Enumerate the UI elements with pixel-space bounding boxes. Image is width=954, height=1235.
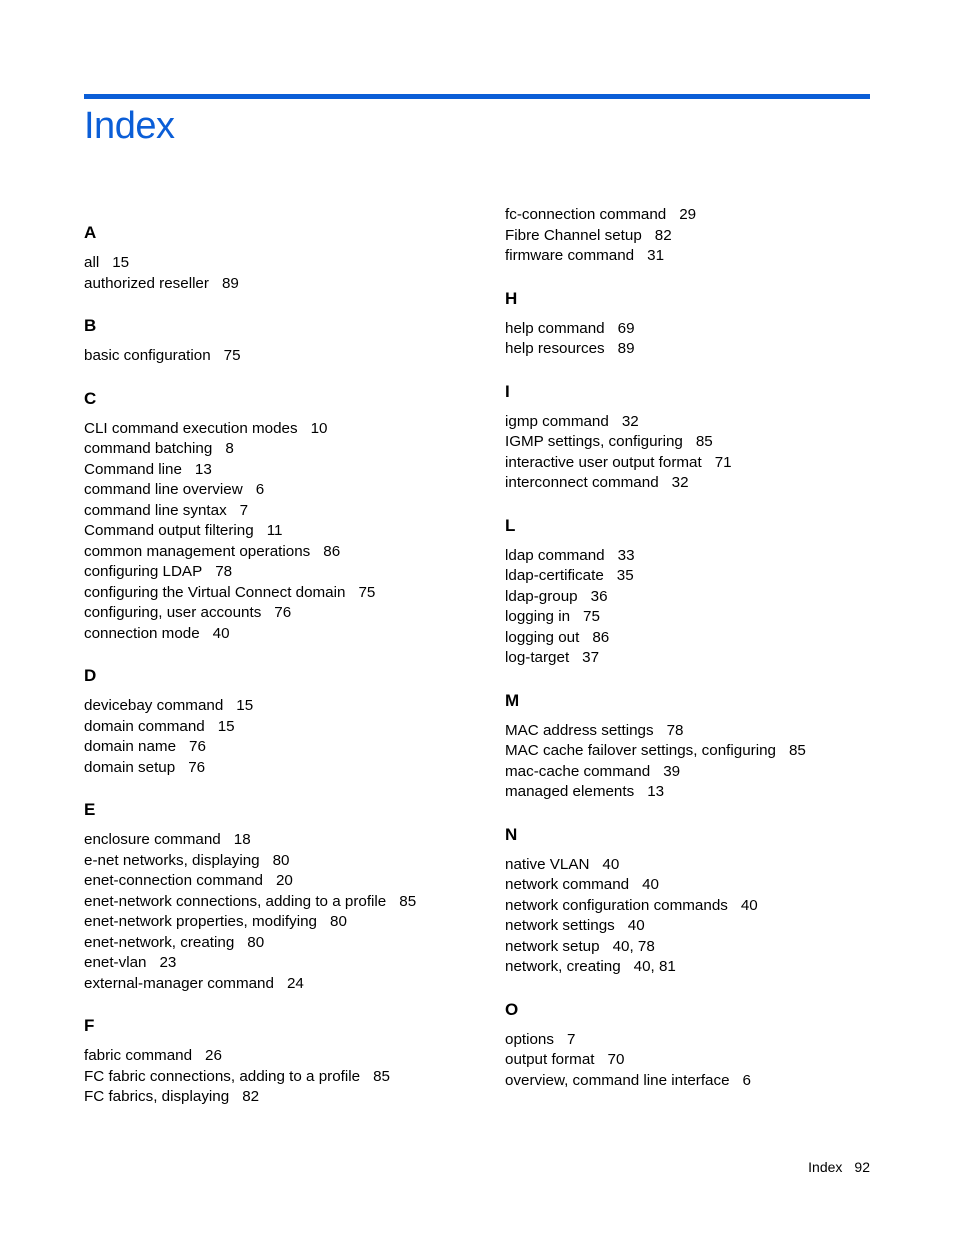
index-term: network settings	[505, 917, 615, 934]
index-entry[interactable]	[84, 439, 464, 460]
index-entry[interactable]	[505, 587, 885, 608]
index-page-ref[interactable]: 85	[695, 433, 713, 450]
index-term: devicebay command	[84, 697, 224, 714]
page-number: 92	[854, 1159, 870, 1175]
section-letter: D	[84, 666, 97, 685]
index-page-ref[interactable]: 13	[194, 460, 212, 478]
index-entry[interactable]	[505, 566, 885, 587]
index-page-ref[interactable]: 13	[647, 783, 665, 800]
index-page-ref[interactable]: 11	[266, 522, 283, 539]
index-page-ref[interactable]: 78	[666, 721, 684, 739]
index-entry[interactable]	[84, 274, 464, 295]
index-page-ref[interactable]: 31	[647, 247, 665, 264]
index-term: network configuration commands	[505, 896, 728, 914]
section-letter: M	[505, 690, 520, 710]
index-page-ref[interactable]: 89	[617, 340, 635, 357]
index-term: configuring the Virtual Connect domain	[84, 583, 346, 601]
index-entry[interactable]	[84, 521, 464, 542]
index-page-ref[interactable]: 76	[188, 758, 206, 776]
index-entry-list	[505, 721, 885, 803]
index-page-ref[interactable]: 71	[714, 453, 732, 471]
index-entry[interactable]	[505, 1030, 885, 1051]
index-section-n	[505, 824, 885, 978]
index-page-ref[interactable]: 6	[742, 1071, 751, 1089]
index-entry-list	[505, 412, 885, 494]
index-entry-list	[505, 1030, 885, 1092]
index-term: log-target	[505, 649, 570, 666]
index-page-ref[interactable]: 15	[236, 697, 254, 714]
section-letter: C	[84, 388, 97, 408]
index-entry[interactable]	[84, 974, 464, 995]
index-page-ref[interactable]: 89	[221, 274, 239, 292]
index-page-ref[interactable]: 37	[582, 649, 600, 666]
index-section-continued	[505, 205, 885, 267]
index-page-ref[interactable]: 69	[617, 319, 635, 337]
index-page-ref[interactable]: 76	[189, 738, 206, 755]
index-entry[interactable]	[84, 346, 464, 367]
index-page-ref[interactable]: 75	[223, 347, 241, 364]
index-term: domain setup	[84, 758, 176, 776]
index-entry[interactable]	[505, 762, 885, 783]
index-entry-list	[84, 696, 464, 778]
title-rule	[84, 94, 870, 99]
index-page-ref[interactable]: 80	[330, 913, 347, 930]
index-page-ref[interactable]: 40	[740, 896, 758, 914]
index-term: basic configuration	[84, 347, 211, 364]
index-entry[interactable]	[505, 432, 885, 453]
index-section-b	[84, 315, 464, 367]
index-entry[interactable]	[505, 957, 885, 978]
index-term: enet-network, creating	[84, 933, 235, 951]
index-page-ref[interactable]: 7	[239, 501, 249, 519]
index-entry[interactable]	[505, 412, 885, 433]
index-page-ref[interactable]: 40, 81	[633, 958, 676, 975]
index-term: network setup	[505, 937, 600, 955]
section-letter: E	[84, 800, 96, 819]
index-entry[interactable]	[84, 933, 464, 954]
index-entry[interactable]	[84, 1087, 464, 1108]
index-term: interactive user output format	[505, 453, 702, 471]
index-term: overview, command line interface	[505, 1071, 730, 1089]
index-page-ref[interactable]: 7	[566, 1030, 576, 1048]
index-section-m	[505, 690, 885, 803]
index-term: FC fabrics, displaying	[84, 1088, 230, 1105]
section-letter: A	[84, 223, 97, 242]
index-entry[interactable]	[505, 1050, 885, 1071]
index-entry-list	[505, 855, 885, 978]
index-page-ref[interactable]: 15	[217, 717, 235, 735]
index-term: CLI command execution modes	[84, 419, 298, 437]
index-term: managed elements	[505, 783, 635, 800]
index-entry[interactable]	[505, 648, 885, 669]
index-term: ldap command	[505, 546, 605, 564]
index-entry-list	[505, 205, 885, 267]
index-entry[interactable]	[84, 253, 464, 274]
index-term: native VLAN	[505, 855, 590, 873]
index-term: enet-connection command	[84, 872, 263, 889]
index-section-i	[505, 381, 885, 494]
index-entry[interactable]	[84, 480, 464, 501]
section-letter: H	[505, 288, 518, 308]
index-entry-list	[84, 419, 464, 645]
index-term: interconnect command	[505, 474, 659, 491]
index-term: configuring LDAP	[84, 563, 203, 580]
index-column-right	[505, 205, 885, 1091]
index-entry[interactable]	[84, 737, 464, 758]
index-page-ref[interactable]: 6	[255, 481, 265, 498]
index-page-ref[interactable]: 36	[590, 587, 608, 605]
index-entry[interactable]	[505, 721, 885, 742]
index-entry[interactable]	[505, 916, 885, 937]
index-entry[interactable]	[84, 871, 464, 892]
index-entry-list	[84, 253, 464, 294]
index-entry[interactable]	[84, 953, 464, 974]
index-term: help resources	[505, 340, 605, 357]
index-page-ref[interactable]: 39	[663, 762, 681, 780]
index-page-ref[interactable]: 40, 78	[612, 937, 655, 955]
index-entry[interactable]	[505, 607, 885, 628]
index-section-l	[505, 515, 885, 669]
index-entry[interactable]	[505, 875, 885, 896]
index-entry[interactable]	[505, 246, 885, 267]
index-term: MAC address settings	[505, 721, 654, 739]
index-term: e-net networks, displaying	[84, 851, 260, 869]
index-entry[interactable]	[84, 624, 464, 645]
index-entry[interactable]	[84, 1046, 464, 1067]
index-term: mac-cache command	[505, 762, 651, 780]
section-letter: F	[84, 1016, 95, 1035]
index-term: help command	[505, 319, 605, 337]
index-page-ref[interactable]: 85	[399, 892, 417, 910]
index-page-ref[interactable]: 20	[275, 872, 293, 889]
index-page-ref[interactable]: 70	[607, 1051, 625, 1068]
index-term: logging out	[505, 628, 580, 646]
index-page-ref[interactable]: 33	[617, 546, 635, 564]
index-page-ref[interactable]: 23	[159, 954, 177, 971]
index-entry[interactable]	[505, 453, 885, 474]
index-page-ref[interactable]: 75	[583, 608, 600, 625]
index-page-ref[interactable]: 24	[286, 974, 304, 992]
index-term: Command output filtering	[84, 522, 254, 539]
index-term: logging in	[505, 608, 571, 625]
index-term: options	[505, 1030, 554, 1048]
index-entry[interactable]	[505, 855, 885, 876]
index-entry[interactable]	[84, 583, 464, 604]
index-term: fabric command	[84, 1047, 193, 1064]
index-term: command line syntax	[84, 501, 227, 519]
index-term: enet-network connections, adding to a profile	[84, 892, 387, 910]
index-term: command batching	[84, 440, 213, 457]
index-term: output format	[505, 1051, 595, 1068]
index-page-ref[interactable]: 80	[272, 851, 290, 869]
index-page-ref[interactable]: 76	[274, 604, 292, 621]
index-page-ref[interactable]: 26	[205, 1047, 222, 1064]
footer-label: Index	[808, 1159, 843, 1175]
index-page-ref[interactable]: 85	[788, 742, 806, 759]
index-entry-list	[505, 319, 885, 360]
index-term: domain command	[84, 717, 205, 735]
index-term: domain name	[84, 738, 177, 755]
index-term: enet-network properties, modifying	[84, 913, 317, 930]
index-entry[interactable]	[84, 830, 464, 851]
index-page-ref[interactable]: 40	[212, 624, 230, 642]
index-term: external-manager command	[84, 974, 274, 992]
index-column-left	[84, 222, 464, 1108]
index-entry[interactable]	[84, 419, 464, 440]
index-page-ref[interactable]: 10	[310, 419, 328, 437]
index-page-ref[interactable]: 35	[616, 567, 634, 584]
index-term: network command	[505, 876, 630, 893]
index-entry[interactable]	[505, 473, 885, 494]
index-section-a	[84, 222, 464, 294]
index-term: authorized reseller	[84, 274, 209, 292]
section-letter: I	[505, 381, 510, 401]
index-section-o	[505, 999, 885, 1092]
index-page-ref[interactable]: 40	[627, 917, 645, 934]
index-page-ref[interactable]: 86	[323, 542, 341, 560]
index-entry[interactable]	[84, 892, 464, 913]
index-entry-list	[84, 346, 464, 367]
index-section-h	[505, 288, 885, 360]
index-page-ref[interactable]: 75	[358, 583, 376, 601]
index-term: enclosure command	[84, 831, 221, 848]
index-term: ldap-group	[505, 587, 578, 605]
index-entry[interactable]	[505, 546, 885, 567]
index-entry[interactable]	[505, 782, 885, 803]
index-term: firmware command	[505, 247, 635, 264]
index-page-ref[interactable]: 40	[602, 855, 620, 873]
index-term: ldap-certificate	[505, 567, 604, 584]
index-term: network, creating	[505, 958, 621, 975]
index-entry-list	[505, 546, 885, 669]
index-page-ref[interactable]: 85	[373, 1067, 390, 1085]
index-term: common management operations	[84, 542, 311, 560]
index-section-c	[84, 388, 464, 645]
index-entry[interactable]	[505, 628, 885, 649]
index-section-f	[84, 1015, 464, 1108]
index-page-ref[interactable]: 32	[621, 412, 639, 430]
index-term: Fibre Channel setup	[505, 226, 642, 244]
index-term: MAC cache failover settings, configuring	[505, 742, 776, 759]
index-section-d	[84, 665, 464, 778]
index-page-ref[interactable]: 29	[679, 206, 697, 223]
index-entry-list	[84, 1046, 464, 1108]
section-letter: N	[505, 824, 518, 844]
index-page-ref[interactable]: 82	[654, 226, 672, 244]
index-page-ref[interactable]: 40	[642, 876, 659, 893]
index-term: Command line	[84, 460, 182, 478]
index-entry[interactable]	[84, 851, 464, 872]
index-entry[interactable]	[505, 339, 885, 360]
section-letter: L	[505, 515, 516, 535]
index-page-ref[interactable]: 82	[242, 1088, 260, 1105]
index-entry[interactable]	[84, 603, 464, 624]
index-entry-list	[84, 830, 464, 994]
index-page-ref[interactable]: 8	[225, 440, 234, 457]
index-entry[interactable]	[84, 717, 464, 738]
index-entry[interactable]	[505, 1071, 885, 1092]
index-entry[interactable]	[84, 758, 464, 779]
index-entry[interactable]	[505, 226, 885, 247]
index-entry[interactable]	[84, 696, 464, 717]
index-entry[interactable]	[505, 741, 885, 762]
index-entry[interactable]	[84, 501, 464, 522]
index-entry[interactable]	[84, 912, 464, 933]
index-term: enet-vlan	[84, 954, 147, 971]
index-term: IGMP settings, configuring	[505, 433, 683, 450]
section-letter: O	[505, 999, 519, 1019]
index-entry[interactable]	[84, 562, 464, 583]
index-term: connection mode	[84, 624, 200, 642]
index-entry[interactable]	[505, 319, 885, 340]
index-term: FC fabric connections, adding to a profile	[84, 1067, 361, 1085]
index-term: configuring, user accounts	[84, 604, 262, 621]
index-term: all	[84, 254, 100, 271]
index-term: igmp command	[505, 412, 609, 430]
page-title: Index	[84, 105, 175, 147]
index-page-ref[interactable]: 80	[247, 933, 265, 951]
index-entry[interactable]	[505, 937, 885, 958]
index-term: command line overview	[84, 481, 243, 498]
index-entry[interactable]	[505, 205, 885, 226]
section-letter: B	[84, 316, 97, 335]
index-page-ref[interactable]: 32	[671, 474, 689, 491]
index-entry[interactable]	[505, 896, 885, 917]
index-entry[interactable]	[84, 542, 464, 563]
index-page-ref[interactable]: 86	[592, 628, 610, 646]
index-page-ref[interactable]: 15	[112, 254, 130, 271]
index-entry[interactable]	[84, 1067, 464, 1088]
index-section-e	[84, 799, 464, 994]
index-entry[interactable]	[84, 460, 464, 481]
page-footer	[808, 1158, 870, 1176]
index-term: fc-connection command	[505, 206, 667, 223]
index-page-ref[interactable]: 78	[215, 563, 233, 580]
index-page-ref[interactable]: 18	[233, 831, 251, 848]
